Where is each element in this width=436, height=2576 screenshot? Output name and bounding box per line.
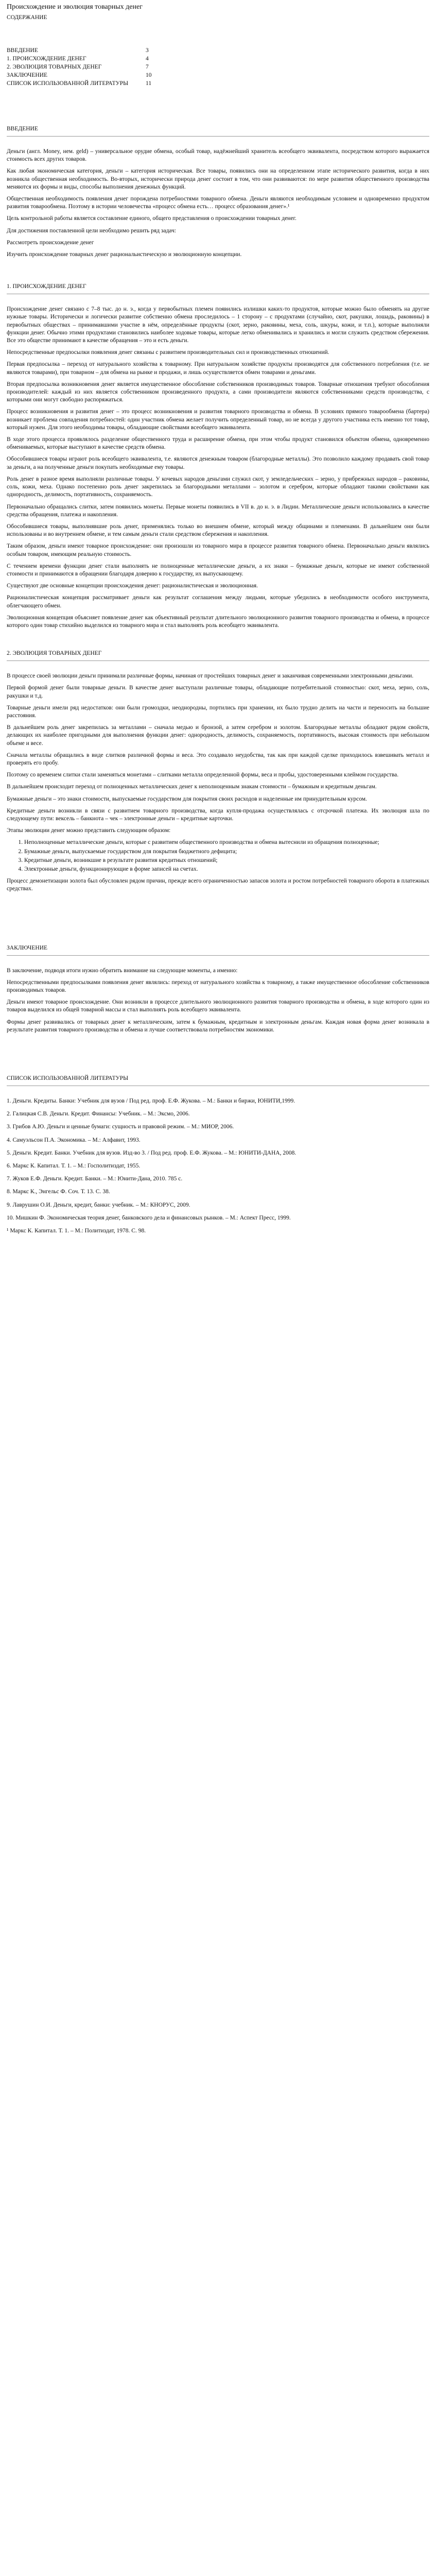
reference-item: 4. Самуэльсон П.А. Экономика. – М.: Алфавит, 1993. [7,1137,141,1143]
paragraph: Эволюционная концепция объясняет появление денег как объективный результат длительного эволюционного развития товарного производства и обмена, в процессе которого один товар стихийно выделился из товарного мира и стал выполнять роль всеобщего эквивалента. [7,614,429,629]
paragraph: В заключение, подводя итоги нужно обратить внимание на следующие моменты, а именно: [7,967,238,974]
toc-page: 4 [146,56,149,62]
paragraph: Процесс демонетизации золота был обусловлен рядом причин, прежде всего ограниченностью запасов золота и ростом потребностей товарного оборота в платежных средствах. [7,878,429,892]
toc-heading: СОДЕРЖАНИЕ [7,14,47,21]
reference-item: 10. Мишкин Ф. Экономическая теория денег, банковского дела и финансовых рынков. – М.: Аспект Пресс, 1999. [7,1214,291,1221]
paragraph: Деньги имеют товарное происхождение. Они возникли в процессе длительного эволюционного развития товарного производства и обмена, в ходе которого один из товаров выделился из общей товарной массы и стал выполнять роль всеобщего эквивалента. [7,999,429,1013]
chapter-1-section [7,283,429,630]
paragraph: Общественная необходимость появления денег порождена потребностями товарного обмена. Деньги являются необходимым условием и одновременно продуктом развития товарообмена. Поэтому в истории человечества «процесс обмена есть… процесс образования денег».¹ [7,196,429,210]
references-list [7,1097,429,1235]
paragraph: Товарные деньги имели ряд недостатков: они были громоздки, неоднородны, портились при хранении, их было трудно делить на части и переносить на большие расстояния. [7,704,429,719]
conclusion-section [7,945,429,1034]
toc-page: 7 [146,64,149,70]
section-divider [7,955,429,956]
toc-label: СПИСОК ИСПОЛЬЗОВАННОЙ ЛИТЕРАТУРЫ [7,80,129,87]
paragraph: Первой формой денег были товарные деньги. В качестве денег выступали различные товары, обладающие потребительной стоимостью: скот, меха, зерно, соль, ракушки и т.д. [7,685,429,699]
paragraph: Бумажные деньги – это знаки стоимости, выпускаемые государством для покрытия своих расходов и наделенные им принудительным курсом. [7,795,367,802]
paragraph: Для достижения поставленной цели необходимо решить ряд задач: [7,227,177,234]
evolution-stages-list [24,839,429,873]
paragraph: Роль денег в разное время выполняли различные товары. У кочевых народов деньгами служил скот, у земледельческих – зерно, у прибрежных народов – раковины, соль, кожи, меха. Однако постепенно роль денег закрепилась за благородными металлами – золотом и серебром, которые обладают такими свойствами как однородность, делимость, портативность, сохраняемость. [7,476,429,498]
table-of-contents [7,46,161,88]
toc-page: 10 [146,72,152,78]
intro-section [7,126,429,259]
paragraph: Цель контрольной работы является составление единого, общего представления о происхождении товарных денег. [7,215,297,222]
toc-row[interactable] [7,46,161,55]
paragraph: Изучить происхождение товарных денег рациональистическую и эволюционную концепции. [7,251,242,258]
document-page [7,0,429,1235]
toc-row[interactable] [7,55,161,63]
reference-item: 7. Жуков Е.Ф. Деньги. Кредит. Банки. – М.: Юнити-Дана, 2010. 785 с. [7,1176,183,1182]
section-heading: 2. ЭВОЛЮЦИЯ ТОВАРНЫХ ДЕНЕГ [7,650,102,657]
paragraph: В дальнейшем роль денег закрепилась за металлами – сначала медью и бронзой, а затем серебром и золотом. Благородные металлы обладают рядом свойств, делающих их наиболее пригодными для выполнения функции денег: однородность, делимость, сохраняемость, портативность, высокая стоимость при небольшом объеме и весе. [7,724,429,747]
list-item: 4. Электронные деньги, функционирующие в форме записей на счетах. [24,866,429,873]
references-section [7,1075,429,1235]
reference-item: 2. Галицкая С.В. Деньги. Кредит. Финансы: Учебник. – М.: Эксмо, 2006. [7,1111,190,1117]
paragraph: Сначала металлы обращались в виде слитков различной формы и веса. Это создавало неудобства, так как при каждой сделке приходилось взвешивать металл и проверять его пробу. [7,752,429,766]
reference-item: ¹ Маркс К. Капитал. Т. 1. – М.: Политиздат, 1978. С. 98. [7,1228,146,1234]
section-heading: ЗАКЛЮЧЕНИЕ [7,944,48,951]
document-title: Происхождение и эволюция товарных денег [7,3,143,11]
section-divider [7,136,429,137]
paragraph: Вторая предпосылка возникновения денег является имущественное обособление собственников производимых товаров. Товарные отношения требуют обособления производителей: каждый из них является собственником произведенного продукта, а сами производители являются собственниками средств производства, с которыми они могут свободно распоряжаться. [7,381,429,403]
section-heading: СПИСОК ИСПОЛЬЗОВАННОЙ ЛИТЕРАТУРЫ [7,1075,129,1082]
paragraph: Кредитные деньги возникли в связи с развитием товарного производства, когда купля-продажа осуществлялась с отсрочкой платежа. Их эволюция шла по следующему пути: вексель – банкнота – чек – электронные деньги – кредитные карточки. [7,807,429,822]
toc-label: ВВЕДЕНИЕ [7,47,38,54]
section-divider [7,660,429,661]
paragraph: Поэтому со временем слитки стали заменяться монетами – слитками металла определенной формы, веса и пробы, удостоверенными клеймом государства. [7,772,399,778]
reference-item: 6. Маркс К. Капитал. Т. 1. – М.: Госполитиздат, 1955. [7,1163,141,1170]
paragraph: Процесс возникновения и развития денег – это процесс возникновения и развития товарного производства и обмена. В условиях прямого товарообмена (бартера) возникает проблема совпадения потребностей: один участник обмена желает получить определенный товар, но не всегда у другого участника есть именно тот товар, который нужен. Для этого необходимы товары, обладающие свойствами всеобщего эквивалента. [7,409,429,431]
spacer [7,1055,429,1075]
paragraph: Обособившиеся товары играют роль всеобщего эквивалента, т.е. являются денежным товаром (благородные металлы). Это позволило каждому продавать свой товар за деньги, а на полученные деньги покупать необходимые ему товары. [7,456,429,470]
paragraph: Этапы эволюции денег можно представить следующим образом: [7,827,171,834]
paragraph: Непосредственными предпосылками появления денег являлись: переход от натурального хозяйства к товарному, а также имущественное обособление собственников производимых товаров. [7,979,429,994]
reference-item: 8. Маркс К., Энгельс Ф. Соч. Т. 13. С. 38. [7,1189,110,1195]
paragraph: Непосредственные предпосылки появления денег связаны с развитием производительных сил и производственных отношений. [7,349,329,356]
paragraph: Рассмотреть происхождение денег [7,239,94,246]
paragraph: Первая предпосылка – переход от натурального хозяйства к товарному. При натуральном хозяйстве продукты производятся для собственного потребления (т.е. не являются товарами), при товарном – для обмена на рынке и продажи, и лишь осуществляется обмен товарами и деньгами. [7,361,429,376]
paragraph: Рационалистическая концепция рассматривает деньги как результат соглашения между людьми, которые убедились в необходимости особого инструмента, облегчающего обмен. [7,595,429,609]
paragraph: В ходе этого процесса проявлялось разделение общественного труда и расширение обмена, при этом чтобы продукт становился объектом обмена, одновременно обмениваемых, которые выступают в качестве средств обмена. [7,436,429,451]
list-item: 1. Неполноценные металлические деньги, которые с развитием общественного производства и обмена вытеснили из обращения полноценные; [24,839,429,846]
paragraph: Формы денег развивались от товарных денег к металлическим, затем к бумажным, кредитным и электронным деньгам. Каждая новая форма денег возникала в результате развития товарного производства и обмена и лучше соответствовала потребностям экономики. [7,1019,429,1033]
paragraph: В дальнейшем происходит переход от полноценных металлических денег к неполноценным знакам стоимости – бумажным и кредитным деньгам. [7,784,377,790]
paragraph: Деньги (англ. Money, нем. geld) – универсальное орудие обмена, особый товар, надёжнейший хранитель всеобщего эквивалента, посредством которого выражается стоимость всех других товаров. [7,148,429,163]
toc-page: 3 [146,47,149,54]
reference-item: 9. Лаврушин О.И. Деньги, кредит, банки: учебник. – М.: КНОРУС, 2009. [7,1201,190,1208]
paragraph: Как любая экономическая категория, деньги – категория историческая. Все товары, появились они на определенном этапе исторического развития, когда в них возникла общественная необходимость. Во-вторых, исторически природа денег состоит в том, что они развиваются: по мере развития общественного производства меняются их формы и виды, способы выполнения денежных функций. [7,168,429,190]
chapter-2-section [7,650,429,893]
toc-row[interactable] [7,71,161,79]
toc-label: ЗАКЛЮЧЕНИЕ [7,72,48,78]
reference-item: 5. Деньги. Кредит. Банки. Учебник для вузов. Изд-во 3. / Под ред. проф. Е.Ф. Жукова. – М.: ЮНИТИ-ДАНА, 2008. [7,1149,297,1156]
paragraph: Таким образом, деньги имеют товарное происхождение: они произошли из товарного мира в процессе развития товарного обмена. Первоначально деньги являлись особым товаром, имеющим реальную стоимость. [7,543,429,557]
paragraph: Происхождение денег связано с 7–8 тыс. до н. э., когда у первобытных племен появились излишки каких-то продуктов, которые можно было обменять на другие нужные товары. Исторически и логически развитие собственно обмена проследилось – 1 сторону – с продуктами (случайно, скот, ракушки, лошадь, раковины) в первобытных обществах – принимавшими участие в нём, определённые продукты (скот, зерно, раковины, меха, соль, шкуры, кожи, и т.п.), которые выполняли функции денег. Обычно этими продуктами становились наиболее ходовые товары, которые легко обменивались и хранились и могли служить средством сбережения. Все это обществе принимают в качестве обращения – это и есть деньги. [7,306,429,344]
paragraph: С течением времени функции денег стали выполнять не полноценные металлические деньги, а их знаки – бумажные деньги, которые не имеют собственной стоимости и принимаются в обращении благодаря доверию к государству, их выпускающему. [7,563,429,577]
paragraph: Существуют две основные концепции происхождения денег: рационалистическая и эволюционная. [7,583,258,589]
toc-row[interactable] [7,79,161,88]
section-heading: ВВЕДЕНИЕ [7,126,38,132]
paragraph: В процессе своей эволюции деньги принимали различные формы, начиная от простейших товарных денег и заканчивая современными электронными деньгами. [7,673,414,680]
paragraph: Обособившиеся товары, выполнявшие роль денег, применялись только во внешнем обмене, который между общинами и племенами. В дальнейшем они были использованы и во внутреннем обмене, и тем самым деньги стали средством сбережения и накопления. [7,523,429,538]
section-heading: 1. ПРОИСХОЖДЕНИЕ ДЕНЕГ [7,283,86,290]
paragraph: Первоначально обращались слитки, затем появились монеты. Первые монеты появились в VII в. до н. э. в Лидии. Металлические деньги использовались в качестве средства обращения, платежа и накопления. [7,503,429,518]
spacer [7,914,429,945]
list-item: 2. Бумажные деньги, выпускаемые государством для покрытия бюджетного дефицита; [24,848,429,856]
reference-item: 1. Деньги. Кредиты. Банки: Учебник для вузов / Под ред. проф. Е.Ф. Жукова. – М.: Банки и биржи, ЮНИТИ,1999. [7,1098,295,1105]
list-item: 3. Кредитные деньги, возникшие в результате развития кредитных отношений; [24,857,429,865]
reference-item: 3. Грибов А.Ю. Деньги и ценные бумаги: сущность и правовой режим. – М.: МИОР, 2006. [7,1124,234,1130]
toc-label: 2. ЭВОЛЮЦИЯ ТОВАРНЫХ ДЕНЕГ [7,64,102,70]
toc-row[interactable] [7,63,161,71]
toc-page: 11 [146,80,152,87]
toc-label: 1. ПРОИСХОЖДЕНИЕ ДЕНЕГ [7,56,86,62]
